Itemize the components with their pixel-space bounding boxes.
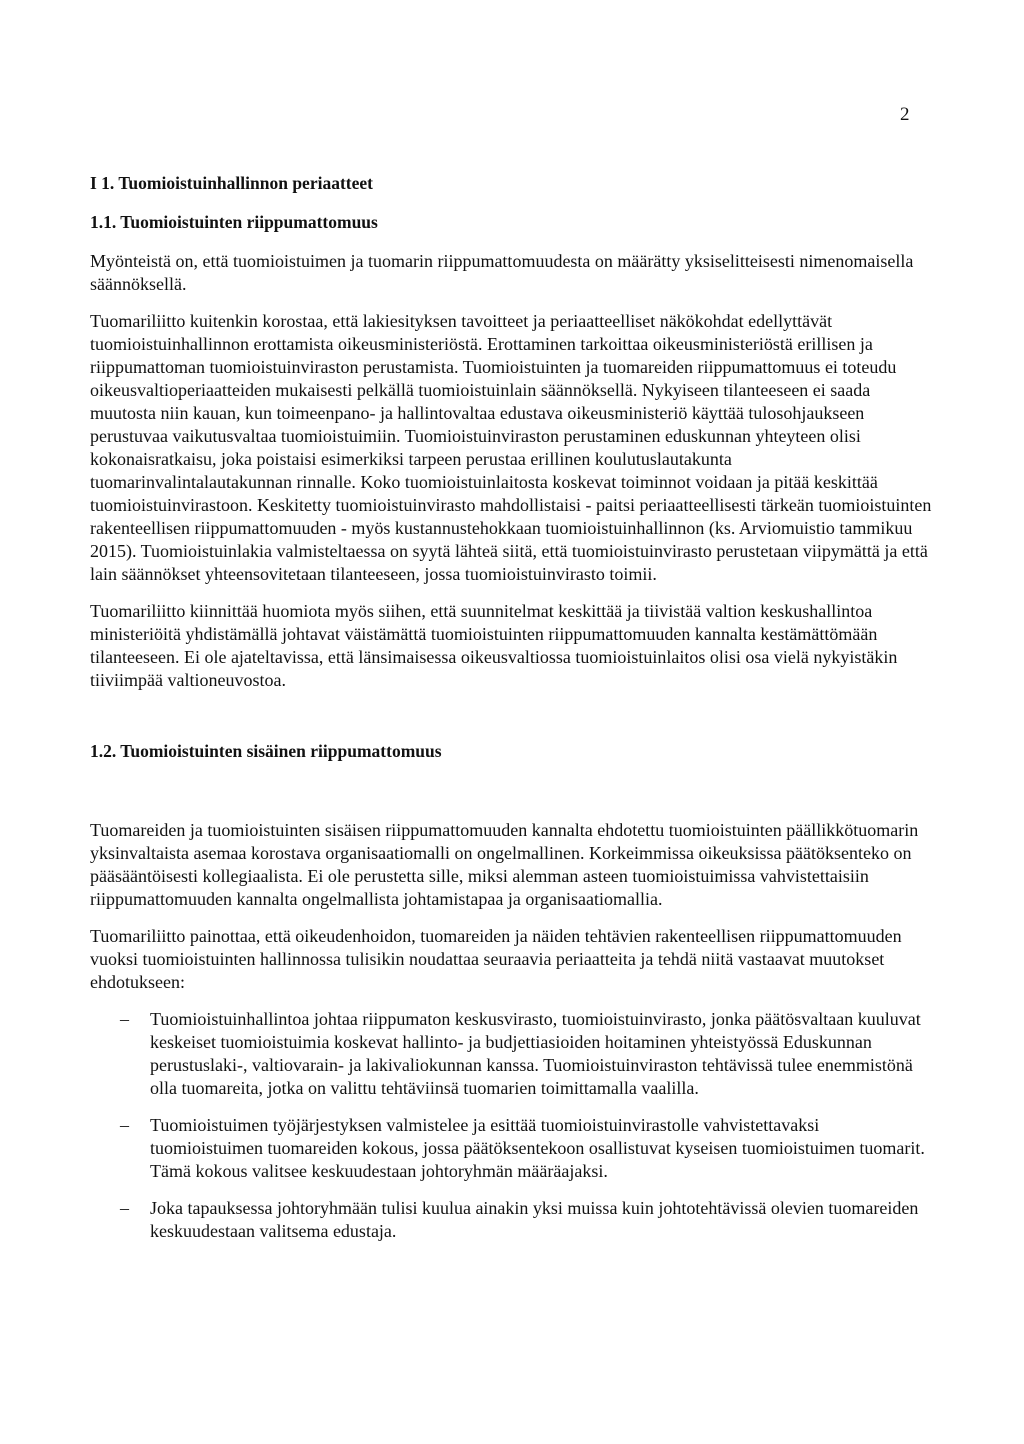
section-heading-1-1: 1.1. Tuomioistuinten riippumattomuus <box>90 212 378 232</box>
paragraph: Tuomareiden ja tuomioistuinten sisäisen riippumattomuuden kannalta ehdotettu tuomioistuinten päällikkötuomarin yksinvaltaista asemaa korostava organisaatiomalli on ongelmallinen. Korkeimmissa oikeuksissa päätöksenteko on pääsääntöisesti kollegiaalista. Ei ole perustetta sille, miksi alemman asteen tuomioistuimissa vahvistettaisiin riippumattomuuden kannalta ongelmallista johtamistapaa ja organisaatiomallia. <box>90 820 919 909</box>
list-item-text: Tuomioistuimen työjärjestyksen valmistelee ja esittää tuomioistuinvirastolle vahvistettavaksi tuomioistuimen tuomareiden kokous, jossa päätöksentekoon osallistuvat kyseisen tuomioistuimen tuomarit. Tämä kokous valitsee keskuudestaan johtoryhmän määräajaksi. <box>150 1115 925 1181</box>
list-item <box>90 1114 932 1183</box>
list-item <box>90 1197 932 1243</box>
dash-bullet-icon: – <box>120 1115 129 1135</box>
dash-bullet-icon: – <box>120 1198 129 1218</box>
page-number: 2 <box>900 104 910 125</box>
paragraph: Tuomariliitto painottaa, että oikeudenhoidon, tuomareiden ja näiden tehtävien rakenteellisen riippumattomuuden vuoksi tuomioistuinten hallinnossa tulisikin noudattaa seuraavia periaatteita ja tehdä niitä vastaavat muutokset ehdotukseen: <box>90 926 902 992</box>
list-item-text: Tuomioistuinhallintoa johtaa riippumaton keskusvirasto, tuomioistuinvirasto, jonka päätösvaltaan kuuluvat keskeiset tuomioistuimia koskevat hallinto- ja budjettiasioiden hoitaminen yhteistyössä Eduskunnan perustuslaki-, valtiovarain- ja lakivaliokunnan kanssa. Tuomioistuinviraston tehtävissä tulee enemmistönä olla tuomareita, jotka on valittu tehtäviinsä tuomarien toimittamalla vaalilla. <box>150 1009 921 1098</box>
list-item-text: Joka tapauksessa johtoryhmään tulisi kuulua ainakin yksi muissa kuin johtotehtävissä olevien tuomareiden keskuudestaan valitsema edustaja. <box>150 1198 919 1241</box>
section-heading-1-2: 1.2. Tuomioistuinten sisäinen riippumattomuus <box>90 741 442 761</box>
principles-list <box>90 1008 932 1243</box>
paragraph: Myönteistä on, että tuomioistuimen ja tuomarin riippumattomuudesta on määrätty yksiselitteisesti nimenomaisella säännöksellä. <box>90 251 914 294</box>
section-heading-1: I 1. Tuomioistuinhallinnon periaatteet <box>90 173 373 193</box>
document-body <box>90 172 932 1257</box>
dash-bullet-icon: – <box>120 1009 129 1029</box>
paragraph: Tuomariliitto kuitenkin korostaa, että lakiesityksen tavoitteet ja periaatteelliset näkökohdat edellyttävät tuomioistuinhallinnon erottamista oikeusministeriöstä. Erottaminen tarkoittaa oikeusministeriöstä erillisen ja riippumattoman tuomioistuinviraston perustamista. Tuomioistuinten ja tuomareiden riippumattomuus ei toteudu oikeusvaltioperiaatteiden mukaisesti pelkällä tuomioistuinlain säännöksellä. Nykyiseen tilanteeseen ei saada muutosta niin kauan, kun toimeenpano- ja hallintovaltaa edustava oikeusministeriö käyttää tulosohjaukseen perustuvaa vaikutusvaltaa tuomioistuimiin. Tuomioistuinviraston perustaminen eduskunnan yhteyteen olisi kokonaisratkaisu, joka poistaisi esimerkiksi tarpeen perustaa erillinen koulutuslautakunta tuomarinvalintalautakunnan rinnalle. Koko tuomioistuinlaitosta koskevat toiminnot voidaan ja pitää keskittää tuomioistuinvirastoon. Keskitetty tuomioistuinvirasto mahdollistaisi - paitsi periaatteellisesti tärkeän tuomioistuinten rakenteellisen riippumattomuuden - myös kustannustehokkaan tuomioistuinhallinnon (ks. Arviomuistio tammikuu 2015). Tuomioistuinlakia valmisteltaessa on syytä lähteä siitä, että tuomioistuinvirasto perustetaan viipymättä ja että lain säännökset yhteensovitetaan tilanteeseen, jossa tuomioistuinvirasto toimii. <box>90 311 932 584</box>
list-item <box>90 1008 932 1100</box>
paragraph: Tuomariliitto kiinnittää huomiota myös siihen, että suunnitelmat keskittää ja tiivistää valtion keskushallintoa ministeriöitä yhdistämällä johtavat väistämättä tuomioistuinten riippumattomuuden kannalta kestämättömään tilanteeseen. Ei ole ajateltavissa, että länsimaisessa oikeusvaltiossa tuomioistuinlaitos olisi osa vielä nykyistäkin tiiviimpää valtioneuvostoa. <box>90 601 898 690</box>
